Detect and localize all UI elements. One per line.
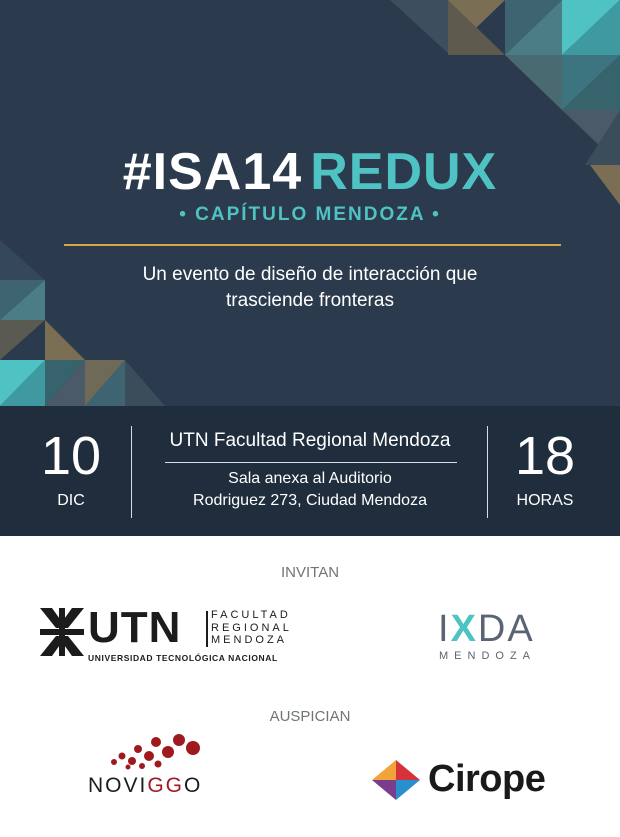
utn-faculty-line-2: REGIONAL — [211, 621, 292, 634]
ixda-city: MENDOZA — [439, 650, 536, 662]
venue-divider — [165, 462, 457, 463]
event-month: DIC — [57, 492, 85, 509]
noviggo-dots-icon — [108, 734, 218, 770]
event-hour: 18 — [514, 426, 576, 486]
auspician-label: AUSPICIAN — [269, 708, 351, 725]
band-separator-right — [487, 426, 488, 518]
event-title — [0, 142, 620, 202]
divider-rule — [64, 244, 561, 246]
venue-name: UTN Facultad Regional Mendoza — [169, 430, 451, 451]
cirope-wordmark: Cirope — [428, 758, 546, 800]
noviggo-part-1: NOVI — [88, 774, 148, 797]
utn-faculty-line-1: FACULTAD — [211, 609, 291, 621]
cirope-diamond-icon — [372, 760, 420, 800]
utn-emblem-icon — [40, 608, 84, 656]
utn-faculty-line-3: MENDOZA — [211, 634, 287, 646]
event-subtitle: • CAPÍTULO MENDOZA • — [179, 204, 441, 225]
event-hour-label: HORAS — [516, 492, 574, 509]
triangle-pattern-decoration — [0, 0, 620, 406]
ixda-wordmark — [438, 606, 535, 652]
title-accent: REDUX — [310, 143, 498, 201]
noviggo-part-3: O — [184, 774, 203, 797]
tagline-line-1: Un evento de diseño de interacción que — [142, 264, 478, 285]
utn-faculty-text — [211, 609, 292, 647]
ixda-letters-da: DA — [477, 608, 535, 650]
utn-logo — [40, 603, 310, 664]
venue-room: Sala anexa al Auditorio — [228, 470, 392, 487]
noviggo-wordmark — [88, 774, 202, 798]
event-info-band — [0, 406, 620, 536]
tagline-line-2: trasciende fronteras — [226, 290, 394, 311]
band-separator-left — [131, 426, 132, 518]
ixda-letter-x: X — [450, 608, 478, 650]
utn-university-name: UNIVERSIDAD TECNOLÓGICA NACIONAL — [88, 653, 278, 663]
event-day: 10 — [40, 426, 102, 486]
title-hashtag: #ISA14 — [122, 143, 303, 201]
noviggo-part-2: GG — [147, 774, 185, 797]
event-tagline — [90, 262, 530, 314]
utn-wordmark: UTN — [88, 603, 182, 652]
ixda-letter-i: I — [438, 608, 451, 650]
venue-address: Rodriguez 273, Ciudad Mendoza — [193, 492, 427, 509]
hero-section — [0, 0, 620, 406]
ixda-logo — [430, 606, 560, 666]
cirope-logo — [372, 756, 562, 808]
noviggo-logo — [86, 734, 216, 800]
invitan-label: INVITAN — [280, 564, 340, 581]
utn-divider — [206, 611, 208, 647]
